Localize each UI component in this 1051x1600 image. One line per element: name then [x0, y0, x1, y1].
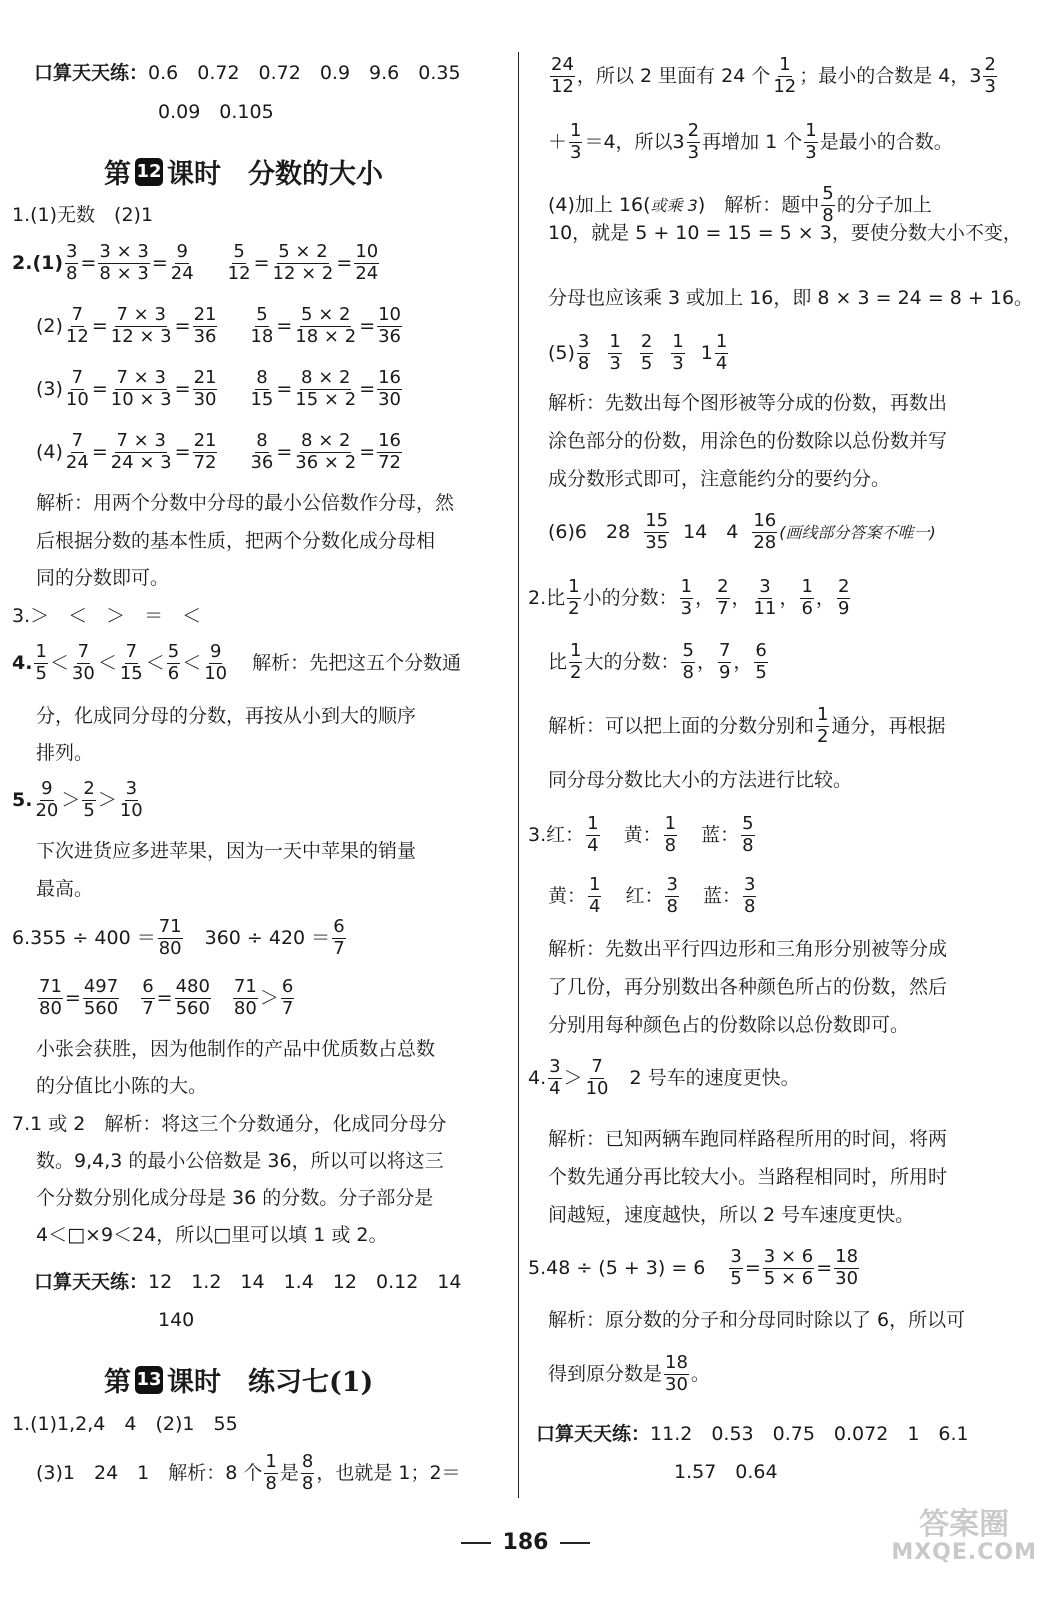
- r-line-10: [548, 512, 936, 553]
- fraction: $\frac{1}{3}$: [570, 120, 582, 163]
- fraction: $\frac{497}{560}$: [83, 976, 119, 1019]
- q6-expr-1: 6.355 ÷ 400 ＝: [12, 926, 156, 949]
- r-line-17: [548, 938, 947, 961]
- fraction: $\frac{6}{7}$: [142, 976, 154, 1019]
- q2-label: 2.(1): [12, 251, 64, 274]
- oral-practice-values-cont: 140: [158, 1309, 195, 1331]
- analysis-text: 同的分数即可。: [36, 567, 170, 589]
- r-line-25: [548, 1309, 965, 1332]
- q7-text: 个分数分别化成分母是 36 的分数。分子部分是: [36, 1187, 434, 1209]
- r-text: 大的分数：: [584, 650, 680, 673]
- r-line-24: 5.48 ÷ (5 + 3) = 6 $\frac{3}{5}$ = $\frac{3 \times 6}{5 \times 6}$ = $\frac{18}{30}$: [528, 1246, 859, 1289]
- heading-title: 课时 练习七(1): [167, 1367, 374, 1398]
- r-line-22: [548, 1166, 947, 1189]
- q4-cont-2: [36, 742, 93, 765]
- fraction: $\frac{8}{8}$: [301, 1451, 314, 1494]
- r-text: 个数先通分再比较大小。当路程相同时，所用时: [548, 1166, 948, 1188]
- oral-practice-label: 口算天天练：: [536, 1423, 651, 1445]
- oral-practice-values: 11.2 0.53 0.75 0.072 1 6.1: [650, 1423, 969, 1445]
- r-line-15: [528, 815, 757, 856]
- r-text: 解析：先数出平行四边形和三角形分别被等分成: [548, 938, 948, 960]
- answer-text: 的分值比小陈的大。: [36, 1075, 208, 1097]
- r-line-18: [548, 976, 947, 999]
- fraction: $\frac{7}{12}$: [65, 304, 89, 347]
- q7-3: [36, 1187, 433, 1210]
- r-text: 的分子加上: [836, 193, 932, 216]
- q4: 4. $\frac{1}{5}$ ＜ $\frac{7}{30}$ ＜ $\frac{7}{15}$ ＜ $\frac{5}{6}$ ＜ $\frac{9}{10}$ 解析：先把这五个分数通: [12, 641, 462, 684]
- r-text: 蓝：: [702, 884, 741, 907]
- lesson-13-heading: [104, 1360, 373, 1399]
- fraction: $\frac{2}{5}$: [83, 778, 95, 821]
- watermark-site: MXQE.COM: [891, 1540, 1037, 1565]
- fraction: $\frac{71}{80}$: [158, 916, 182, 959]
- r-line-5: [548, 287, 1033, 310]
- q1-text: 1.(1)无数 (2)1: [12, 204, 154, 226]
- s2-text: ，也就是 1；2＝: [316, 1461, 461, 1484]
- fraction: $\frac{10}{24}$: [355, 241, 379, 284]
- fraction: $\frac{5 \times 2}{12 \times 2}$: [272, 241, 334, 284]
- r-note: 或乘 3: [650, 195, 698, 215]
- fraction: $\frac{7}{10}$: [65, 367, 89, 410]
- watermark-logo: 答案圈: [919, 1507, 1010, 1542]
- r-line-16: [548, 876, 758, 917]
- fraction: $\frac{5}{18}$: [250, 304, 274, 347]
- q3: [12, 605, 201, 628]
- fraction: $\frac{16}{72}$: [378, 430, 402, 473]
- q6-compare: $\frac{71}{80}$ = $\frac{497}{560}$ $\frac{6}{7}$ = $\frac{480}{560}$ $\frac{71}{80}$ ＞ $\frac{6}{7}$: [39, 976, 294, 1019]
- fraction: $\frac{8 \times 2}{15 \times 2}$: [295, 367, 357, 410]
- fraction: $\frac{21}{30}$: [193, 367, 217, 410]
- fraction: $\frac{21}{36}$: [193, 304, 217, 347]
- fraction: $\frac{3}{10}$: [119, 778, 143, 821]
- q2-4: (4) $\frac{7}{24}$ = $\frac{7 \times 3}{24 \times 3}$ = $\frac{21}{72}$ $\frac{8}{36}$ = $\frac{8 \times 2}{36 \times 2}$ = $\frac{16}{72}$: [36, 430, 402, 473]
- r-line-3: [548, 185, 932, 226]
- fraction: $\frac{1}{3}$: [672, 331, 684, 374]
- s2-text: 是: [279, 1461, 299, 1484]
- r-line-7: [548, 392, 947, 415]
- analysis-text: 解析：用两个分数中分母的最小公倍数作分母，然: [36, 492, 455, 514]
- r-text: 蓝：: [701, 823, 740, 846]
- fraction: $\frac{9}{10}$: [204, 641, 228, 684]
- r-text: 间越短，速度越快，所以 2 号车速度更快。: [548, 1204, 915, 1226]
- r-text: (4)加上 16(: [548, 193, 651, 216]
- r-text: 了几份，再分别数出各种颜色所占的份数，然后: [548, 976, 948, 998]
- q6: [12, 918, 348, 959]
- q5-text-2: [36, 878, 93, 901]
- fraction: $\frac{5}{8}$: [742, 813, 754, 856]
- fraction: $\frac{1}{2}$: [568, 576, 580, 619]
- r-line-6: [548, 333, 730, 374]
- fraction: $\frac{7}{10}$: [585, 1056, 609, 1099]
- fraction: $\frac{3}{5}$: [730, 1246, 742, 1289]
- s2-text: (3)1 24 1 解析：8 个: [36, 1461, 263, 1484]
- dash-left: [461, 1542, 491, 1544]
- fraction: $\frac{1}{12}$: [773, 54, 797, 97]
- oral-practice-1: [34, 62, 461, 85]
- fraction: $\frac{15}{35}$: [645, 510, 669, 553]
- fraction: $\frac{1}{8}$: [265, 1451, 277, 1494]
- fraction: $\frac{9}{24}$: [170, 241, 194, 284]
- fraction: $\frac{1}{4}$: [715, 331, 728, 374]
- q2-3-label: (3): [36, 377, 63, 400]
- r-text: 黄：: [548, 884, 587, 907]
- r-text: ＋: [548, 130, 568, 153]
- fraction: $\frac{1}{3}$: [805, 120, 817, 163]
- r-text: ) 解析：题中: [697, 193, 820, 216]
- q2-3: (3) $\frac{7}{10}$ = $\frac{7 \times 3}{10 \times 3}$ = $\frac{21}{30}$ $\frac{8}{15}$ = $\frac{8 \times 2}{15 \times 2}$ = $\frac{16}{30}$: [36, 367, 402, 410]
- oral-practice-3: [536, 1423, 969, 1446]
- q2-analysis-1: [36, 492, 454, 515]
- fraction: $\frac{5}{8}$: [822, 183, 834, 226]
- page-number-text: 186: [502, 1530, 549, 1555]
- fraction: $\frac{2}{9}$: [837, 576, 850, 619]
- q6-expr-2: 360 ÷ 420 ＝: [204, 926, 331, 949]
- oral-practice-1-cont: [158, 101, 274, 124]
- r-line-11: 2.比 $\frac{1}{2}$ 小的分数： $\frac{1}{3}$ ， $\frac{2}{7}$ ， $\frac{3}{11}$ ， $\frac{1}{6}$ ， $\frac{2}{9}$: [528, 576, 850, 619]
- oral-practice-values: 12 1.2 14 1.4 12 0.12 14: [148, 1271, 462, 1293]
- r-text: 解析：先数出每个图形被等分成的份数，再数出: [548, 392, 948, 414]
- lesson-number-badge: 13: [135, 1366, 163, 1394]
- fraction: $\frac{7 \times 3}{24 \times 3}$: [110, 430, 172, 473]
- q2-4-label: (4): [36, 440, 63, 463]
- heading-prefix: 第: [104, 1367, 131, 1398]
- q7-text: 4＜□×9＜24，所以□里可以填 1 或 2。: [36, 1224, 388, 1246]
- answer-text: 小张会获胜，因为他制作的产品中优质数占总数: [36, 1038, 436, 1060]
- fraction: $\frac{2}{7}$: [717, 576, 729, 619]
- q4-cont-1: [36, 705, 416, 728]
- q7-text: 数。9,4,3 的最小公倍数是 36，所以可以将这三: [36, 1150, 444, 1172]
- fraction: $\frac{7 \times 3}{12 \times 3}$: [110, 304, 172, 347]
- q4-label: 4.: [12, 651, 33, 674]
- fraction: $\frac{7}{24}$: [65, 430, 89, 473]
- r-line-4: [548, 222, 1022, 245]
- r-text: ，所以 2 里面有 24 个: [576, 64, 771, 87]
- left-column: [0, 0, 518, 1600]
- r-line-1: [548, 56, 999, 97]
- fraction: $\frac{480}{560}$: [175, 976, 210, 1019]
- q7-4: [36, 1224, 387, 1247]
- r-text: 解析：可以把上面的分数分别和: [548, 714, 815, 737]
- r-line-26: 得到原分数是 $\frac{18}{30}$ 。: [548, 1352, 710, 1395]
- dash-right: [560, 1542, 590, 1544]
- r-text: 14 4: [683, 520, 739, 543]
- oral-practice-2-cont: [158, 1309, 194, 1332]
- watermark: [891, 1508, 1037, 1565]
- r-text: 是最小的合数。: [819, 130, 953, 153]
- fraction: $\frac{3}{8}$: [577, 331, 590, 374]
- analysis-text: 后根据分数的基本性质，把两个分数化成分母相: [36, 530, 436, 552]
- fraction: $\frac{1}{8}$: [664, 813, 677, 856]
- q2-analysis-3: [36, 567, 169, 590]
- r-line-21: [548, 1128, 947, 1151]
- s2: [36, 1453, 461, 1494]
- right-column: [522, 0, 1051, 1600]
- fraction: $\frac{3}{11}$: [753, 576, 777, 619]
- r-line-23: [548, 1204, 914, 1227]
- fraction: $\frac{5}{8}$: [682, 640, 694, 683]
- q7-2: [36, 1150, 444, 1173]
- heading-title: 课时 分数的大小: [167, 159, 383, 190]
- q7-1: [12, 1113, 446, 1136]
- heading-prefix: 第: [104, 159, 131, 190]
- fraction: $\frac{1}{4}$: [587, 813, 599, 856]
- q2-1: 2.(1) $\frac{3}{8}$ = $\frac{3 \times 3}{8 \times 3}$ = $\frac{9}{24}$ $\frac{5}{12}$ = $\frac{5 \times 2}{12 \times 2}$ = $\frac{10}{24}$: [12, 241, 379, 284]
- r-text: 5.48 ÷ (5 + 3) = 6: [528, 1256, 706, 1279]
- r-text: 比: [548, 650, 568, 673]
- fraction: $\frac{5 \times 2}{18 \times 2}$: [295, 304, 357, 347]
- analysis-text: 排列。: [36, 742, 94, 764]
- fraction: $\frac{3 \times 3}{8 \times 3}$: [99, 241, 149, 284]
- q1: [12, 204, 153, 227]
- r-text: 红：: [625, 884, 664, 907]
- fraction: $\frac{1}{6}$: [801, 576, 813, 619]
- r-text: 涂色部分的份数，用涂色的份数除以总份数并写: [548, 430, 948, 452]
- fraction: $\frac{3}{8}$: [743, 874, 756, 917]
- lesson-12-heading: [104, 152, 383, 191]
- r-text: 解析：已知两辆车跑同样路程所用的时间，将两: [548, 1128, 948, 1150]
- oral-practice-values-cont: 0.09 0.105: [158, 101, 274, 123]
- lesson-number-badge: 12: [135, 158, 163, 186]
- r-line-13: [548, 706, 945, 747]
- r-text: 解析：原分数的分子和分母同时除以了 6，所以可: [548, 1309, 966, 1331]
- fraction: $\frac{2}{3}$: [984, 54, 996, 97]
- r-line-8: [548, 430, 947, 453]
- q5: 5. $\frac{9}{20}$ ＞ $\frac{2}{5}$ ＞ $\frac{3}{10}$: [12, 778, 143, 821]
- r-text: 2.比: [528, 586, 566, 609]
- r-text: 分别用每种颜色占的份数除以总份数即可。: [548, 1014, 910, 1036]
- fraction: $\frac{1}{3}$: [680, 576, 693, 619]
- fraction: $\frac{3}{8}$: [66, 241, 78, 284]
- r-text: 成分数形式即可，注意能约分的要约分。: [548, 468, 891, 490]
- q7-text: 7.1 或 2 解析：将这三个分数通分，化成同分母分: [12, 1113, 447, 1135]
- column-divider: [518, 52, 519, 1498]
- r-text: 10，就是 5 + 10 = 15 = 5 × 3，要使分数大小不变，: [548, 222, 1022, 244]
- r-line-9: [548, 468, 890, 491]
- r-line-12: 比 $\frac{1}{2}$ 大的分数： $\frac{5}{8}$ ， $\frac{7}{9}$ ， $\frac{6}{5}$: [548, 640, 767, 683]
- q5-label: 5.: [12, 788, 33, 811]
- fraction: $\frac{2}{3}$: [687, 120, 700, 163]
- oral-practice-3-cont: [674, 1461, 778, 1484]
- r-text: 3.红：: [528, 823, 585, 846]
- fraction: $\frac{3 \times 6}{5 \times 6}$: [763, 1246, 814, 1289]
- fraction: $\frac{16}{30}$: [378, 367, 402, 410]
- r-text: 再增加 1 个: [702, 130, 803, 153]
- r-text: 得到原分数是: [548, 1362, 663, 1385]
- r-text: 小的分数：: [582, 586, 678, 609]
- r-text: ＝4，所以3: [584, 130, 685, 153]
- fraction: $\frac{5}{12}$: [227, 241, 251, 284]
- oral-practice-label: 口算天天练：: [34, 1271, 149, 1293]
- fraction: $\frac{3}{8}$: [666, 874, 678, 917]
- fraction: $\frac{5}{6}$: [167, 641, 180, 684]
- fraction: $\frac{71}{80}$: [233, 976, 257, 1019]
- fraction: $\frac{1}{4}$: [589, 874, 601, 917]
- r-line-2: [548, 122, 953, 163]
- fraction: $\frac{16}{28}$: [753, 510, 777, 553]
- fraction: $\frac{71}{80}$: [39, 976, 62, 1019]
- fraction: $\frac{18}{30}$: [665, 1352, 688, 1395]
- r-text: 黄：: [623, 823, 662, 846]
- oral-practice-values-cont: 1.57 0.64: [674, 1461, 778, 1483]
- fraction: $\frac{10}{36}$: [378, 304, 402, 347]
- oral-practice-label: 口算天天练：: [34, 62, 149, 84]
- r-note: (画线部分答案不唯一): [779, 522, 936, 542]
- fraction: $\frac{1}{2}$: [570, 640, 582, 683]
- answer-text: 下次进货应多进苹果，因为一天中苹果的销量: [36, 840, 417, 862]
- s1: [12, 1413, 238, 1436]
- r-text: 4.: [528, 1066, 547, 1089]
- q3-text: 3.＞ ＜ ＞ ＝ ＜: [12, 605, 202, 627]
- fraction: $\frac{24}{12}$: [551, 54, 574, 97]
- oral-practice-2: [34, 1271, 461, 1294]
- fraction: $\frac{1}{2}$: [817, 704, 829, 747]
- s1-text: 1.(1)1,2,4 4 (2)1 55: [12, 1413, 238, 1435]
- fraction: $\frac{21}{72}$: [193, 430, 217, 473]
- fraction: $\frac{9}{20}$: [35, 778, 59, 821]
- r-text: (5): [548, 341, 575, 364]
- r-line-14: [548, 769, 852, 792]
- r-line-19: [548, 1014, 909, 1037]
- fraction: $\frac{6}{7}$: [281, 976, 294, 1019]
- r-text: ；最小的合数是 4，3: [799, 64, 982, 87]
- r-text: 1: [700, 341, 713, 364]
- fraction: $\frac{7}{9}$: [718, 640, 731, 683]
- oral-practice-values: 0.6 0.72 0.72 0.9 9.6 0.35: [148, 62, 461, 84]
- fraction: $\frac{8}{36}$: [250, 430, 274, 473]
- q5-text-1: [36, 840, 416, 863]
- r-line-20: 4. $\frac{3}{4}$ ＞ $\frac{7}{10}$ 2 号车的速度更快。: [528, 1056, 800, 1099]
- r-text: 同分母分数比大小的方法进行比较。: [548, 769, 853, 791]
- fraction: $\frac{7 \times 3}{10 \times 3}$: [110, 367, 172, 410]
- fraction: $\frac{8 \times 2}{36 \times 2}$: [295, 430, 357, 473]
- r-text: 通分，再根据: [831, 714, 946, 737]
- r-text: 分母也应该乘 3 或加上 16，即 8 × 3 = 24 = 8 + 16。: [548, 287, 1034, 309]
- r-text: (6)6 28: [548, 520, 631, 543]
- fraction: $\frac{18}{30}$: [835, 1246, 859, 1289]
- fraction: $\frac{3}{4}$: [549, 1056, 561, 1099]
- fraction: $\frac{7}{30}$: [71, 641, 95, 684]
- q2-2: (2) $\frac{7}{12}$ = $\frac{7 \times 3}{12 \times 3}$ = $\frac{21}{36}$ $\frac{5}{18}$ = $\frac{5 \times 2}{18 \times 2}$ = $\frac{10}{36}$: [36, 304, 402, 347]
- q6-text-1: [36, 1038, 435, 1061]
- answer-text: 最高。: [36, 878, 94, 900]
- fraction: $\frac{6}{5}$: [755, 640, 767, 683]
- analysis-text: 分，化成同分母的分数，再按从小到大的顺序: [36, 705, 417, 727]
- fraction: $\frac{2}{5}$: [640, 331, 653, 374]
- r-text: 2 号车的速度更快。: [629, 1066, 800, 1089]
- fraction: $\frac{1}{3}$: [609, 331, 621, 374]
- q4-analysis: 解析：先把这五个分数通: [252, 651, 462, 674]
- q2-analysis-2: [36, 530, 435, 553]
- fraction: $\frac{1}{5}$: [35, 641, 47, 684]
- fraction: $\frac{7}{15}$: [119, 641, 143, 684]
- q2-2-label: (2): [36, 314, 63, 337]
- fraction: $\frac{6}{7}$: [333, 916, 345, 959]
- q6-text-2: [36, 1075, 207, 1098]
- fraction: $\frac{8}{15}$: [250, 367, 274, 410]
